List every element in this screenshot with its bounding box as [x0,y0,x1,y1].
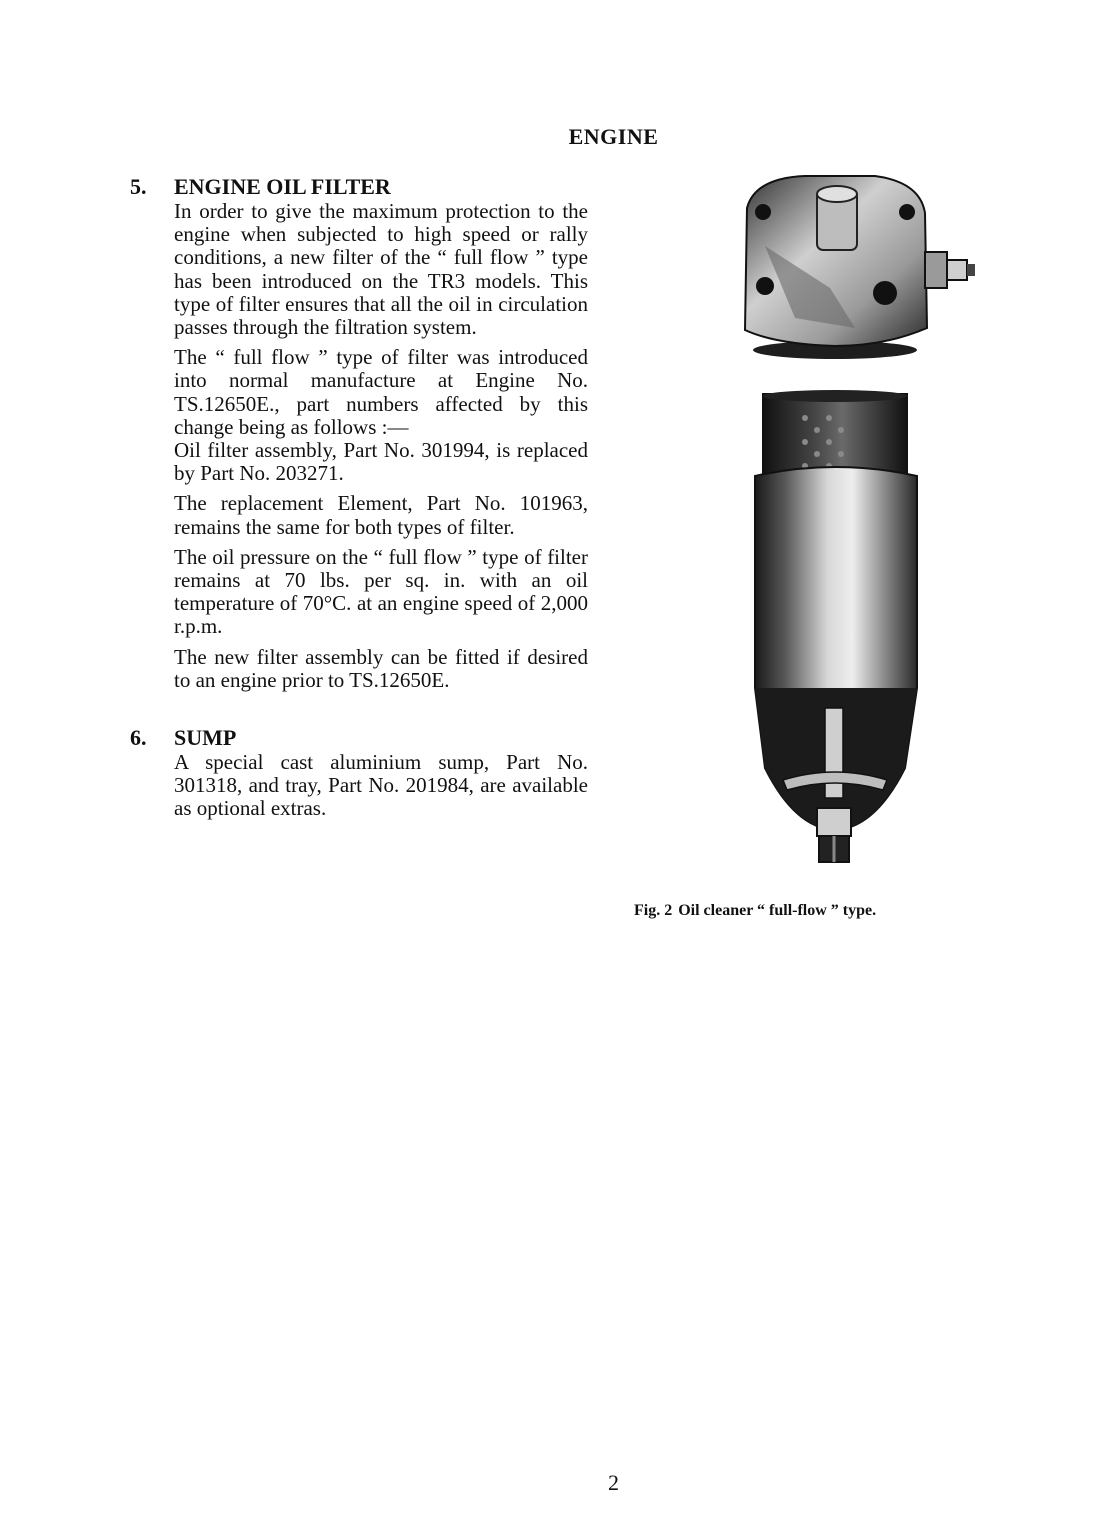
figure-caption-text: Oil cleaner “ full-flow ” type. [678,902,877,919]
paragraph: The replacement Element, Part No. 101963, remains the same for both types of filter. [174,491,588,539]
section-number: 6. [130,725,147,750]
paragraph: The “ full flow ” type of filter was introduced into normal manufacture at Engine No. TS.12650E., part numbers affected by this change being as follows :— [174,345,588,439]
drain-bolt [817,808,851,862]
section-body-sump [174,751,588,828]
paragraph: The new filter assembly can be fitted if desired to an engine prior to TS.12650E. [174,644,588,692]
figure-label: Fig. 2 [634,902,673,919]
filter-bowl [755,467,917,830]
paragraph: Oil filter assembly, Part No. 301994, is replaced by Part No. 203271. [174,438,588,486]
section-number: 5. [130,174,147,199]
section-title: ENGINE OIL FILTER [174,174,391,199]
section-title: SUMP [174,725,237,750]
page-number: 2 [608,1470,619,1495]
oil-filter-illustration [735,168,975,868]
paragraph: The oil pressure on the “ full flow ” type of filter remains at 70 lbs. per sq. in. with an oil temperature of 70°C. at an engine speed of 2,000 r.p.m. [174,544,588,639]
paragraph: In order to give the maximum protection to the engine when subjected to high speed or rally conditions, a new filter of the “ full flow ” type has been introduced on the TR3 models. This type of filter ensures that all the oil in circulation passes through the filtration system. [174,199,588,340]
figure-caption [634,902,876,920]
paragraph: A special cast aluminium sump, Part No. 301318, and tray, Part No. 201984, are available as optional extras. [174,750,588,821]
section-body-oil-filter [174,200,588,699]
filter-head [745,176,975,359]
page-header: ENGINE [568,124,659,149]
